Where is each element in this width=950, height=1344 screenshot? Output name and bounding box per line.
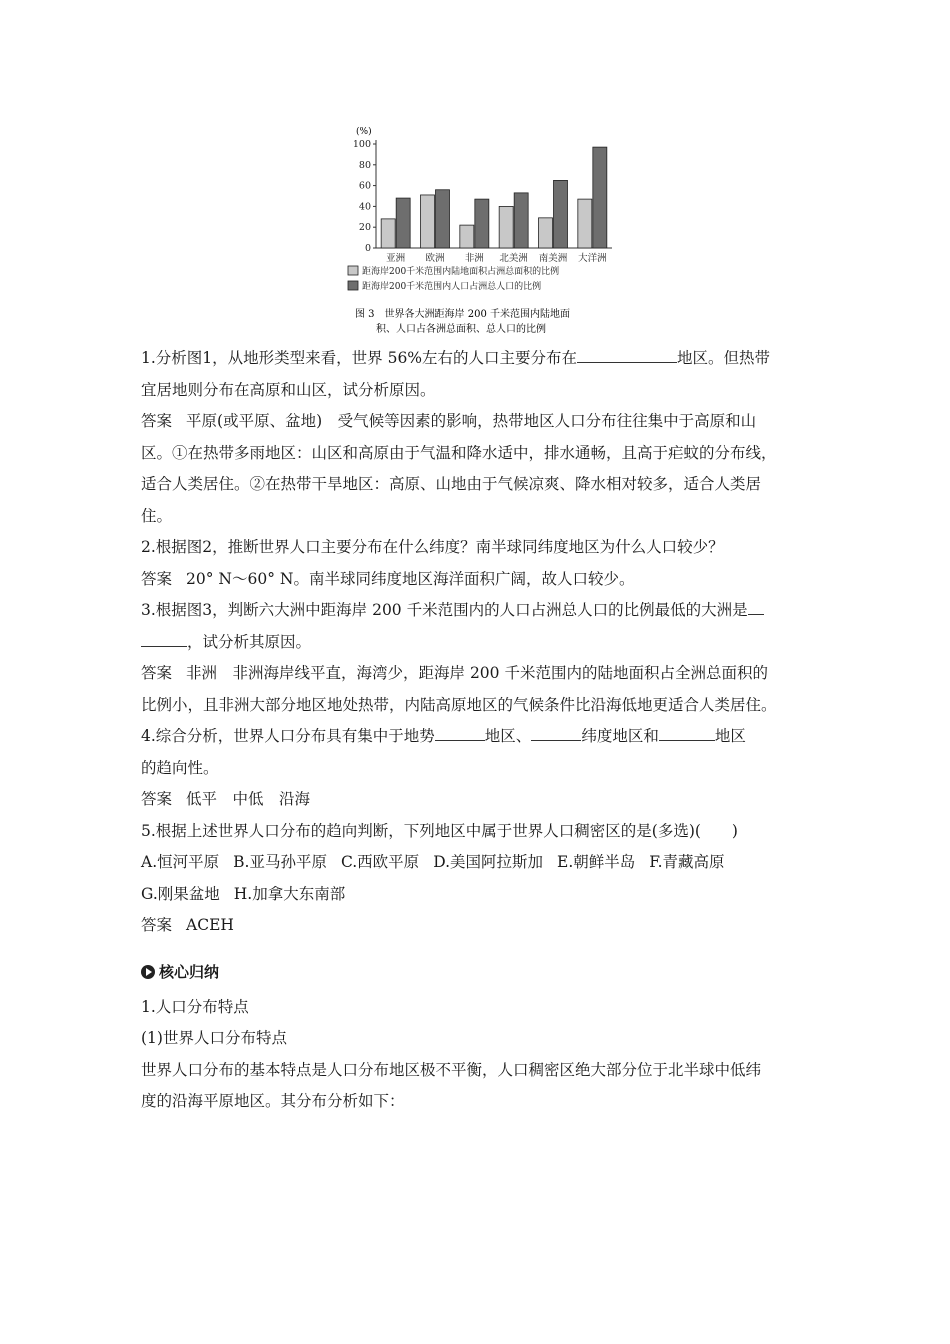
bar-land-1 (421, 195, 435, 248)
x-category-label: 南美洲 (538, 253, 568, 264)
q3-line1 (141, 595, 821, 627)
bar-population-1 (436, 190, 450, 248)
q3-answer-text: 非洲 非洲海岸线平直，海湾少，距海岸 200 千米范围内的陆地面积占全洲总面积的 (186, 664, 768, 682)
y-tick-label: 100 (352, 139, 371, 150)
q4-answer-line1 (141, 784, 821, 816)
q5-answer-line1 (141, 910, 821, 942)
q4-blank-1 (435, 723, 485, 741)
legend-label: 距海岸200千米范围内陆地面积占洲总面积的比例 (362, 267, 560, 277)
y-tick-label: 80 (358, 159, 371, 171)
y-unit-label: (%) (356, 127, 372, 137)
option-b: B.亚马孙平原 (233, 853, 327, 871)
q4-line2: 的趋向性。 (141, 758, 219, 777)
q3-answer-line2: 比例小，且非洲大部分地区地处热带，内陆高原地区的气候条件比沿海低地更适合人类居住。 (141, 695, 777, 714)
q2-answer-line1 (141, 564, 821, 596)
option-c: C.西欧平原 (340, 853, 420, 871)
q1-line1 (141, 343, 821, 375)
q3-text-b: ，试分析其原因。 (187, 632, 312, 651)
q1-answer-line2: 区。①在热带多雨地区：山区和高原由于气温和降水适中，排水通畅，且高于疟蚊的分布线， (141, 443, 777, 462)
bar-land-4 (539, 218, 553, 248)
figure-caption-line2: 积、人口占各洲总面积、总人口的比例 (376, 324, 546, 335)
q1-text-a: 1.分析图1，从地形类型来看，世界 56%左右的人口主要分布在 (141, 349, 578, 367)
legend-swatch (348, 266, 358, 275)
section-para-line1: 世界人口分布的基本特点是人口分布地区极不平衡，人口稠密区绝大部分位于北半球中低纬 (141, 1060, 762, 1079)
legend-swatch (348, 281, 358, 290)
q5-options-row2 (141, 879, 821, 911)
bar-land-0 (381, 219, 395, 248)
q4-blank-2 (531, 723, 581, 741)
bar-population-3 (514, 193, 528, 248)
play-circle-icon (141, 965, 155, 979)
x-category-label: 非洲 (464, 253, 484, 264)
q4-text-b: 地区、 (484, 727, 532, 745)
option-e: E.朝鲜半岛 (557, 853, 636, 871)
answer-label: 答案 (141, 790, 173, 808)
q3-blank-part2 (141, 629, 187, 647)
q2-answer-text: 20° N～60° N。南半球同纬度地区海洋面积广阔，故人口较少。 (186, 569, 635, 588)
q5-line1: 5.根据上述世界人口分布的趋向判断，下列地区中属于世界人口稠密区的是(多选)( ) (141, 821, 738, 840)
answer-label: 答案 (141, 412, 173, 430)
q1-text-b: 地区。但热带 (677, 349, 771, 367)
y-tick-label: 40 (358, 201, 371, 213)
q1-answer-line3: 适合人类居住。②在热带干旱地区：高原、山地由于气候凉爽、降水相对较多，适合人类居 (141, 475, 762, 493)
section-heading (141, 960, 821, 984)
bar-land-3 (499, 206, 513, 248)
section-title: 核心归纳 (159, 962, 220, 981)
answer-label: 答案 (141, 664, 173, 682)
section-sub1: 1.人口分布特点 (141, 997, 249, 1016)
q1-answer-line4: 住。 (141, 506, 173, 525)
answer-label: 答案 (141, 569, 173, 588)
y-tick-label: 20 (358, 222, 371, 234)
bar-chart-figure (340, 120, 620, 338)
section-sub2: (1)世界人口分布特点 (141, 1029, 287, 1047)
q4-text-a: 4.综合分析，世界人口分布具有集中于地势 (141, 727, 435, 745)
q4-line1 (141, 721, 821, 753)
option-h: H.加拿大东南部 (233, 884, 346, 903)
legend-label: 距海岸200千米范围内人口占洲总人口的比例 (362, 282, 542, 292)
bar-population-2 (475, 199, 489, 248)
q3-text: 3.根据图3，判断六大洲中距海岸 200 千米范围内的人口占洲总人口的比例最低的大洲是 (141, 601, 748, 619)
q3-blank-part1 (748, 597, 764, 615)
y-tick-label: 60 (358, 180, 371, 192)
section-para-line2: 度的沿海平原地区。其分布分析如下： (141, 1092, 405, 1110)
q4-blank-3 (659, 723, 715, 741)
q4-text-d: 地区 (714, 727, 746, 745)
option-d: D.美国阿拉斯加 (433, 853, 544, 871)
q3-answer-line1 (141, 658, 821, 690)
x-category-label: 北美洲 (499, 253, 528, 264)
option-a: A.恒河平原 (141, 853, 220, 871)
q5-answer-text: ACEH (186, 916, 234, 934)
q3-line2 (141, 627, 821, 659)
option-f: F.青藏高原 (649, 853, 725, 871)
bar-population-4 (554, 180, 568, 248)
x-category-label: 大洋洲 (578, 253, 607, 264)
q2-line1: 2.根据图2，推断世界人口主要分布在什么纬度？南半球同纬度地区为什么人口较少？ (141, 538, 724, 556)
option-g: G.刚果盆地 (141, 884, 220, 903)
y-tick-label: 0 (364, 243, 371, 254)
answer-label: 答案 (141, 916, 173, 934)
bar-population-0 (396, 198, 410, 248)
bar-population-5 (593, 147, 607, 248)
q1-line2: 宜居地则分布在高原和山区，试分析原因。 (141, 380, 436, 399)
q4-answer-text: 低平 中低 沿海 (186, 790, 311, 808)
x-category-label: 欧洲 (425, 253, 445, 264)
q4-text-c: 纬度地区和 (581, 727, 659, 745)
document-body (141, 343, 821, 1118)
x-category-label: 亚洲 (386, 253, 406, 264)
q5-options-row1 (141, 847, 821, 879)
figure-caption-line1: 图 3 世界各大洲距海岸 200 千米范围内陆地面 (355, 309, 570, 320)
bar-chart (340, 120, 620, 338)
bar-land-5 (578, 199, 592, 248)
q1-answer-line1 (141, 406, 821, 438)
bar-land-2 (460, 225, 474, 248)
q1-blank (577, 345, 677, 363)
q1-answer-text: 平原(或平原、盆地) 受气候等因素的影响，热带地区人口分布往往集中于高原和山 (186, 412, 757, 430)
